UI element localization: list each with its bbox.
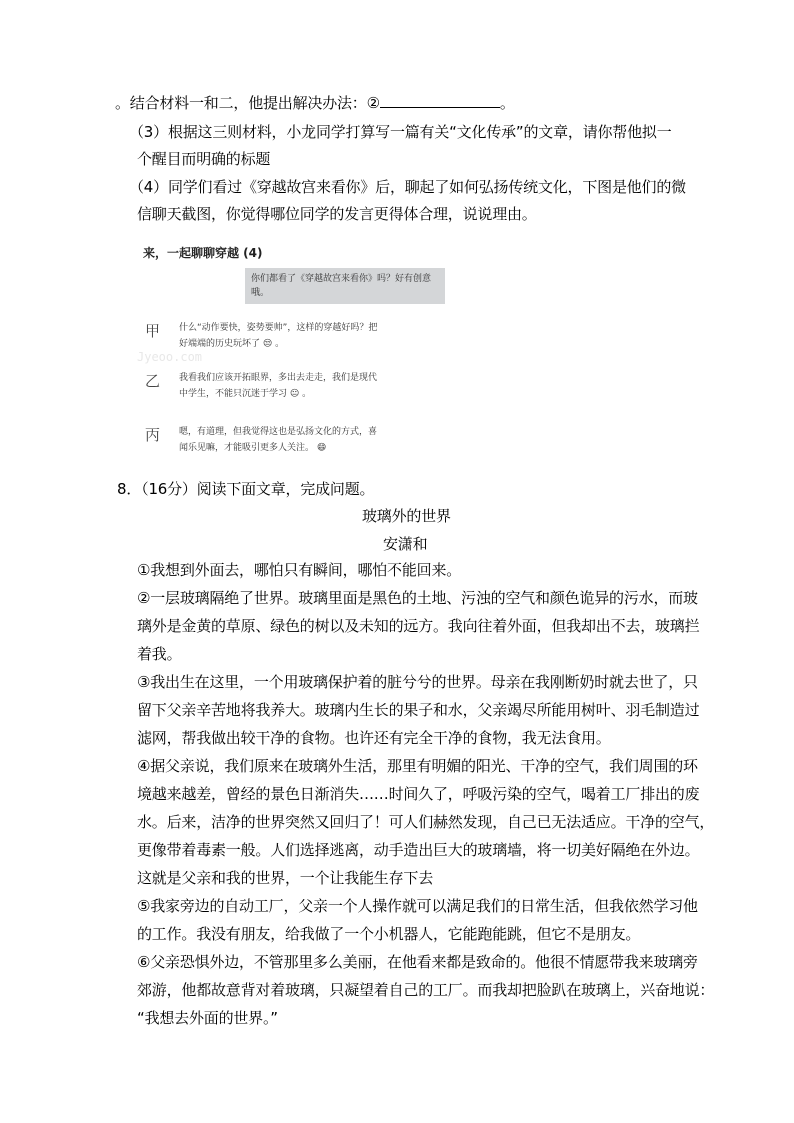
article-line: 郊游，他都故意背对着玻璃，只凝望着自己的工厂。而我却把脸趴在玻璃上，兴奋地说： <box>137 981 715 999</box>
speaker-jia: 甲 <box>145 322 161 340</box>
question-3-line-1: （3）根据这三则材料，小龙同学打算写一篇有关“文化传承”的文章，请你帮他拟一 <box>129 123 672 141</box>
article-line: 着我。 <box>137 645 182 663</box>
article-line: ①我想到外面去，哪怕只有瞬间，哪怕不能回来。 <box>137 561 462 579</box>
article-line: ⑥父亲恐惧外边，不管那里多么美丽，在他看来都是致命的。他很不情愿带我来玻璃旁 <box>137 953 698 971</box>
article-line: 璃外是金黄的草原、绿色的树以及未知的远方。我向往着外面，但我却出不去，玻璃拦 <box>137 617 700 635</box>
article-line: ⑤我家旁边的自动工厂，父亲一个人操作就可以满足我们的日常生活，但我依然学习他 <box>137 897 698 915</box>
article-line: ②一层玻璃隔绝了世界。玻璃里面是黑色的土地、污浊的空气和颜色诡异的污水，而玻 <box>137 589 698 607</box>
message-bing: 嗯，有道理，但我觉得这也是弘扬文化的方式，喜闻乐见嘛，才能吸引更多人关注。 😄 <box>179 427 378 453</box>
question-4-line-1: （4）同学们看过《穿越故宫来看你》后，聊起了如何弘扬传统文化，下图是他们的微 <box>129 178 686 196</box>
article-author: 安潇和 <box>383 535 428 553</box>
solution-prefix: 。结合材料一和二，他提出解决办法：② <box>115 94 380 112</box>
article-line: 水。后来，洁净的世界突然又回归了！可人们赫然发现，自己已无法适应。干净的空气， <box>137 813 715 831</box>
solution-suffix: 。 <box>499 94 515 112</box>
article-line: ④据父亲说，我们原来在玻璃外生活，那里有明媚的阳光、干净的空气，我们周围的环 <box>137 757 698 775</box>
message-jia: 什么“动作要快，姿势要帅”，这样的穿越好吗？把好端端的历史玩坏了 😒 。 <box>179 323 378 349</box>
question-8-header: 8．（16分）阅读下面文章，完成问题。 <box>117 480 375 498</box>
wechat-screenshot <box>137 236 449 466</box>
answer-blank[interactable] <box>380 93 500 108</box>
watermark: Jyeoo.com <box>137 350 203 364</box>
article-line: 的工作。我没有朋友，给我做了一个小机器人，它能跑能跳，但它不是朋友。 <box>137 925 641 943</box>
article-line: 境越来越差，曾经的景色日渐消失……时间久了，呼吸污染的空气，喝着工厂排出的废 <box>137 785 700 803</box>
message-yi: 我看我们应该开拓眼界，多出去走走，我们是现代中学生，不能只沉迷于学习 😐 。 <box>179 373 378 399</box>
article-line: “我想去外面的世界。” <box>137 1009 278 1027</box>
article-line: ③我出生在这里，一个用玻璃保护着的脏兮兮的世界。母亲在我刚断奶时就去世了，只 <box>137 673 698 691</box>
chat-bubble: 你们都看了《穿越故宫来看你》吗？好有创意哦。 <box>245 268 445 304</box>
article-line: 这就是父亲和我的世界，一个让我能生存下去 <box>137 869 434 887</box>
article-line: 更像带着毒素一般。人们选择逃离，动手造出巨大的玻璃墙，将一切美好隔绝在外边。 <box>137 841 700 859</box>
speaker-bing: 丙 <box>145 426 161 444</box>
speaker-yi: 乙 <box>145 372 161 390</box>
solution-line <box>115 93 515 113</box>
article-line: 留下父亲辛苦地将我养大。玻璃内生长的果子和水，父亲竭尽所能用树叶、羽毛制造过 <box>137 701 700 719</box>
question-3-line-2: 个醒目而明确的标题 <box>137 150 271 168</box>
question-4-line-2: 信聊天截图，你觉得哪位同学的发言更得体合理，说说理由。 <box>137 205 537 223</box>
article-title: 玻璃外的世界 <box>362 507 451 525</box>
article-line: 滤网，帮我做出较干净的食物。也许还有完全干净的食物，我无法食用。 <box>137 729 611 747</box>
chat-title: 来，一起聊聊穿越 (4) <box>143 246 263 260</box>
